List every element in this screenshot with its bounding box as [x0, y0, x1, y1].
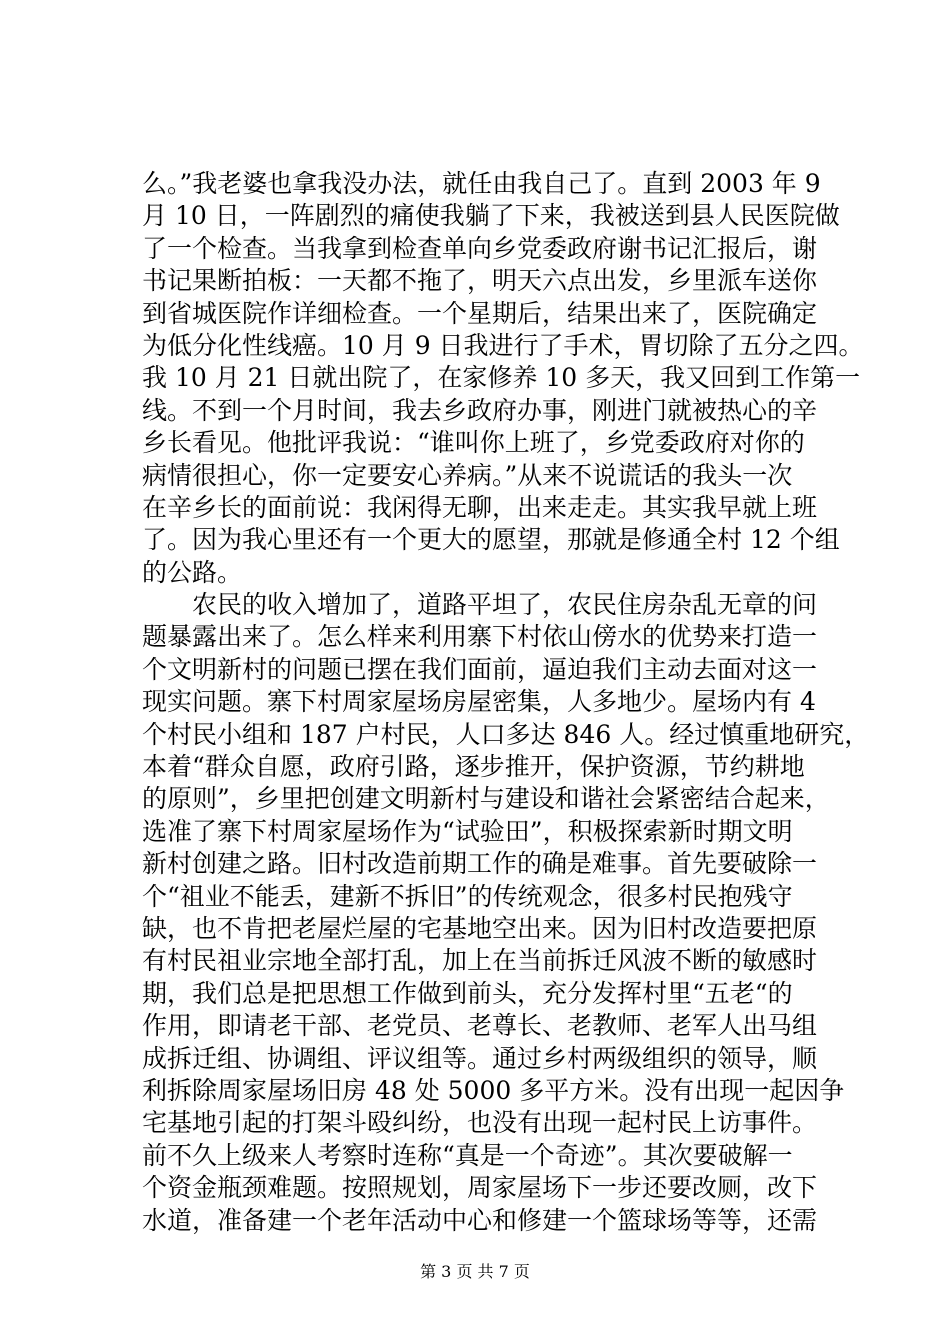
text-line: 现实问题。寨下村周家屋场房屋密集，人多地少。屋场内有 4 [142, 687, 816, 717]
text-line: 月 10 日，一阵剧烈的痛使我躺了下来，我被送到县人民医院做 [142, 201, 840, 231]
text-line: 题暴露出来了。怎么样来利用寨下村依山傍水的优势来打造一 [142, 622, 818, 652]
text-line: 作用，即请老干部、老党员、老尊长、老教师、老军人出马组 [142, 1011, 818, 1041]
text-line: 的原则”，乡里把创建文明新村与建设和谐社会紧密结合起来， [142, 784, 830, 814]
text-line: 到省城医院作详细检查。一个星期后，结果出来了，医院确定 [142, 298, 818, 328]
text-line: 期，我们总是把思想工作做到前头，充分发挥村里“五老“的 [142, 978, 793, 1008]
text-line: 宅基地引起的打架斗殴纠纷，也没有出现一起村民上访事件。 [142, 1108, 818, 1138]
text-line: 有村民祖业宗地全部打乱，加上在当前拆迁风波不断的敏感时 [142, 946, 818, 976]
text-line: 个文明新村的问题已摆在我们面前，逼迫我们主动去面对这一 [142, 654, 818, 684]
text-line: 成拆迁组、协调组、评议组等。通过乡村两级组织的领导，顺 [142, 1043, 818, 1073]
text-line: 个资金瓶颈难题。按照规划，周家屋场下一步还要改厕，改下 [142, 1173, 818, 1203]
text-line: 个村民小组和 187 户村民，人口多达 846 人。经过慎重地研究， [142, 719, 870, 749]
page-footer: 第 3 页 共 7 页 [420, 1262, 530, 1281]
text-line: 我 10 月 21 日就出院了，在家修养 10 多天，我又回到工作第一 [142, 363, 861, 393]
text-line: 线。不到一个月时间，我去乡政府办事，刚进门就被热心的辛 [142, 395, 818, 425]
text-line: 缺，也不肯把老屋烂屋的宅基地空出来。因为旧村改造要把原 [142, 913, 818, 943]
text-line: 个“祖业不能丢，建新不拆旧”的传统观念，很多村民抱残守 [142, 881, 793, 911]
text-line: 本着“群众自愿，政府引路，逐步推开，保护资源，节约耕地 [142, 752, 805, 782]
text-line: 利拆除周家屋场旧房 48 处 5000 多平方米。没有出现一起因争 [142, 1075, 845, 1105]
text-line: 书记果断拍板：一天都不拖了，明天六点出发，乡里派车送你 [142, 266, 818, 296]
text-line: 为低分化性线癌。10 月 9 日我进行了手术，胃切除了五分之四。 [142, 330, 864, 360]
text-line: 水道，准备建一个老年活动中心和修建一个篮球场等等，还需 [142, 1205, 818, 1235]
text-line: 在辛乡长的面前说：我闲得无聊，出来走走。其实我早就上班 [142, 492, 818, 522]
text-line: 的公路。 [142, 557, 243, 587]
text-line: 选准了寨下村周家屋场作为“试验田”，积极探索新时期文明 [142, 816, 793, 846]
text-line: 了一个检查。当我拿到检查单向乡党委政府谢书记汇报后，谢 [142, 233, 818, 263]
text-line: 农民的收入增加了，道路平坦了，农民住房杂乱无章的问 [142, 590, 818, 620]
text-line: 前不久上级来人考察时连称“真是一个奇迹”。其次要破解一 [142, 1140, 793, 1170]
text-line: 么。”我老婆也拿我没办法，就任由我自己了。直到 2003 年 9 [142, 169, 821, 198]
text-line: 了。因为我心里还有一个更大的愿望，那就是修通全村 12 个组 [142, 525, 840, 555]
body-text [142, 168, 870, 1237]
text-line: 新村创建之路。旧村改造前期工作的确是难事。首先要破除一 [142, 849, 818, 879]
text-line: 乡长看见。他批评我说：“谁叫你上班了，乡党委政府对你的 [142, 428, 805, 458]
text-line: 病情很担心，你一定要安心养病。”从来不说谎话的我头一次 [142, 460, 793, 490]
